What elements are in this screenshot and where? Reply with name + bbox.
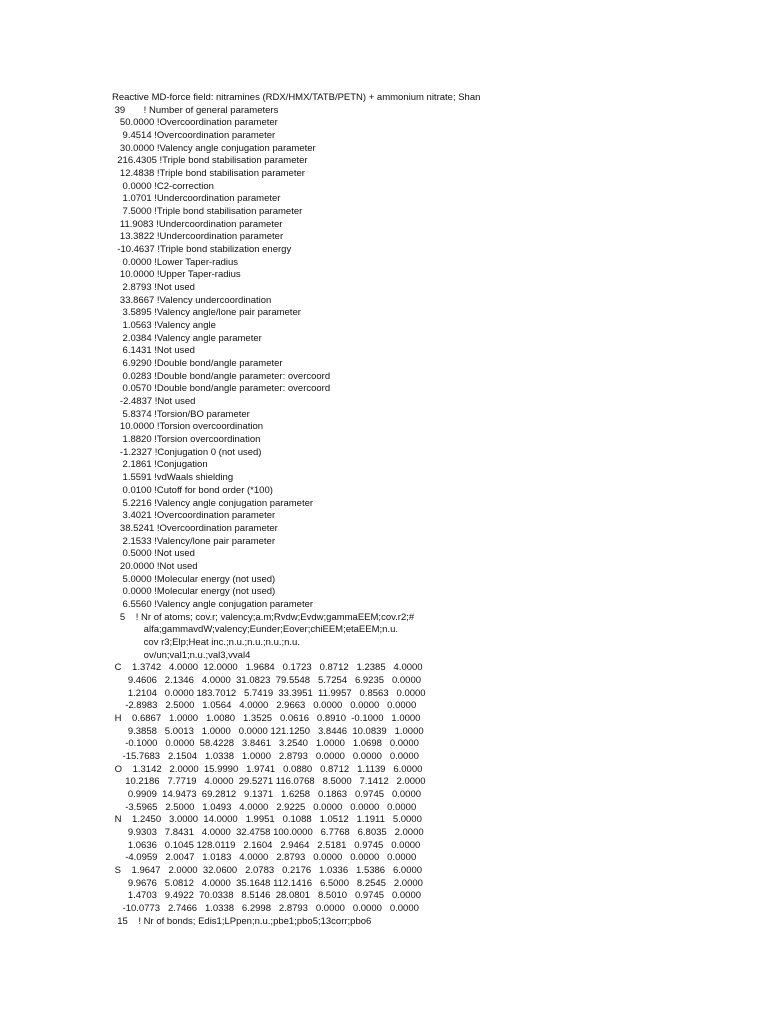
text-line: 7.5000 !Triple bond stabilisation parameter <box>112 206 303 218</box>
text-line: -4.0959 2.0047 1.0183 4.0000 2.8793 0.0000 0.0000 0.0000 <box>112 852 417 864</box>
text-line: 2.1533 !Valency/lone pair parameter <box>112 535 276 547</box>
text-line: -10.0773 2.7466 1.0338 6.2998 2.8793 0.0000 0.0000 0.0000 <box>112 903 419 914</box>
text-line: 0.0570 !Double bond/angle parameter: overcoord <box>112 383 331 395</box>
text-line: 5.2216 !Valency angle conjugation parameter <box>112 497 314 509</box>
text-line: 50.0000 !Overcoordination parameter <box>112 117 278 129</box>
text-line: 1.0636 0.1045 128.0119 2.1604 2.9464 2.5181 0.9745 0.0000 <box>112 839 421 851</box>
text-line: 3.5895 !Valency angle/lone pair parameter <box>112 307 301 319</box>
text-line: 0.0000 !Molecular energy (not used) <box>112 586 276 598</box>
text-line: 1.0701 !Undercoordination parameter <box>112 193 281 205</box>
text-line: 0.0000 !Lower Taper-radius <box>112 256 239 268</box>
text-line: H 0.6867 1.0000 1.0080 1.3525 0.0616 0.8910 -0.1000 1.0000 <box>112 712 421 724</box>
text-line: O 1.3142 2.0000 15.9990 1.9741 0.0880 0.8712 1.1139 6.0000 <box>112 763 423 775</box>
text-line: 0.0283 !Double bond/angle parameter: overcoord <box>112 370 331 382</box>
text-line: 0.9909 14.9473 69.2812 9.1371 1.6258 0.1863 0.9745 0.0000 <box>112 788 422 800</box>
text-line: 2.1861 !Conjugation <box>112 459 208 471</box>
document-title: Reactive MD-force field: nitramines (RDX/HMX/TATB/PETN) + ammonium nitrate; Shan <box>112 92 481 103</box>
text-line: 9.4514 !Overcoordination parameter <box>112 130 276 142</box>
text-line: 0.0100 !Cutoff for bond order (*100) <box>112 484 273 496</box>
text-line: 2.8793 !Not used <box>112 282 195 294</box>
text-line: 1.2104 0.0000 183.7012 5.7419 33.3951 11.9957 0.8563 0.0000 <box>112 687 426 699</box>
text-line: S 1.9647 2.0000 32.0600 2.0783 0.2176 1.0336 1.5386 6.0000 <box>112 864 423 876</box>
text-line: 5 ! Nr of atoms; cov.r; valency;a.m;Rvdw;Evdw;gammaEEM;cov.r2;# <box>112 611 415 623</box>
text-line: 9.3858 5.0013 1.0000 0.0000 121.1250 3.8446 10.0839 1.0000 <box>112 725 424 737</box>
text-line: 0.0000 !C2-correction <box>112 180 214 192</box>
text-line: 2.0384 !Valency angle parameter <box>112 332 262 344</box>
text-line: -2.4837 !Not used <box>112 396 196 408</box>
text-line: 9.9303 7.8431 4.0000 32.4758 100.0000 6.7768 6.8035 2.0000 <box>112 826 424 838</box>
text-line: 1.0563 !Valency angle <box>112 320 216 332</box>
text-line: -0.1000 0.0000 58.4228 3.8461 3.2540 1.0000 1.0698 0.0000 <box>112 738 419 750</box>
text-line: -2.8983 2.5000 1.0564 4.0000 2.9663 0.0000 0.0000 0.0000 <box>112 700 417 712</box>
text-line: 1.5591 !vdWaals shielding <box>112 472 234 484</box>
text-line: 38.5241 !Overcoordination parameter <box>112 522 278 534</box>
text-line: 5.0000 !Molecular energy (not used) <box>112 573 276 585</box>
text-line: 13.3822 !Undercoordination parameter <box>112 231 284 243</box>
text-line: alfa;gammavdW;valency;Eunder;Eover;chiEEM;etaEEM;n.u. <box>112 624 399 636</box>
text-line: 10.2186 7.7719 4.0000 29.5271 116.0768 8.5000 7.1412 2.0000 <box>112 776 426 788</box>
text-line: 39 ! Number of general parameters <box>112 104 279 116</box>
text-line: N 1.2450 3.0000 14.0000 1.9951 0.1088 1.0512 1.1911 5.0000 <box>112 814 422 826</box>
text-line: 30.0000 !Valency angle conjugation parameter <box>112 142 316 154</box>
text-line: 9.4606 2.1346 4.0000 31.0823 79.5548 5.7254 6.9235 0.0000 <box>112 674 422 686</box>
text-line: 216.4305 !Triple bond stabilisation parameter <box>112 155 308 167</box>
text-line: 12.4838 !Triple bond stabilisation parameter <box>112 168 305 180</box>
text-line: cov r3;Elp;Heat inc.;n.u.;n.u.;n.u.;n.u. <box>112 636 300 648</box>
text-line: 20.0000 !Not used <box>112 560 198 572</box>
text-line: 6.1431 !Not used <box>112 345 195 357</box>
text-line: 15 ! Nr of bonds; Edis1;LPpen;n.u.;pbe1;pbo5;13corr;pbo6 <box>112 915 372 927</box>
text-line: 9.9676 5.0812 4.0000 35.1648 112.1416 6.5000 8.2545 2.0000 <box>112 877 423 889</box>
text-line: 0.5000 !Not used <box>112 548 195 560</box>
text-line: -1.2327 !Conjugation 0 (not used) <box>112 446 262 458</box>
text-line: 10.0000 !Torsion overcoordination <box>112 421 264 433</box>
text-line: 1.8820 !Torsion overcoordination <box>112 434 261 446</box>
text-line: 1.4703 9.4922 70.0338 8.5146 28.0801 8.5010 0.9745 0.0000 <box>112 890 422 902</box>
text-line: C 1.3742 4.0000 12.0000 1.9684 0.1723 0.8712 1.2385 4.0000 <box>112 662 423 674</box>
text-line: 3.4021 !Overcoordination parameter <box>112 510 276 522</box>
text-line: 6.5560 !Valency angle conjugation parameter <box>112 598 314 610</box>
text-line: 11.9083 !Undercoordination parameter <box>112 218 283 230</box>
text-line: 6.9290 !Double bond/angle parameter <box>112 358 283 370</box>
text-line: 5.8374 !Torsion/BO parameter <box>112 408 250 420</box>
text-line: -3.5965 2.5000 1.0493 4.0000 2.9225 0.0000 0.0000 0.0000 <box>112 801 417 813</box>
text-line: ov/un;val1;n.u.;val3,vval4 <box>112 649 251 661</box>
text-line: 33.8667 !Valency undercoordination <box>112 294 272 306</box>
force-field-text <box>112 92 732 928</box>
text-line: -15.7683 2.1504 1.0338 1.0000 2.8793 0.0000 0.0000 0.0000 <box>112 750 419 762</box>
text-line: 10.0000 !Upper Taper-radius <box>112 269 241 281</box>
text-line: -10.4637 !Triple bond stabilization energy <box>112 244 292 256</box>
